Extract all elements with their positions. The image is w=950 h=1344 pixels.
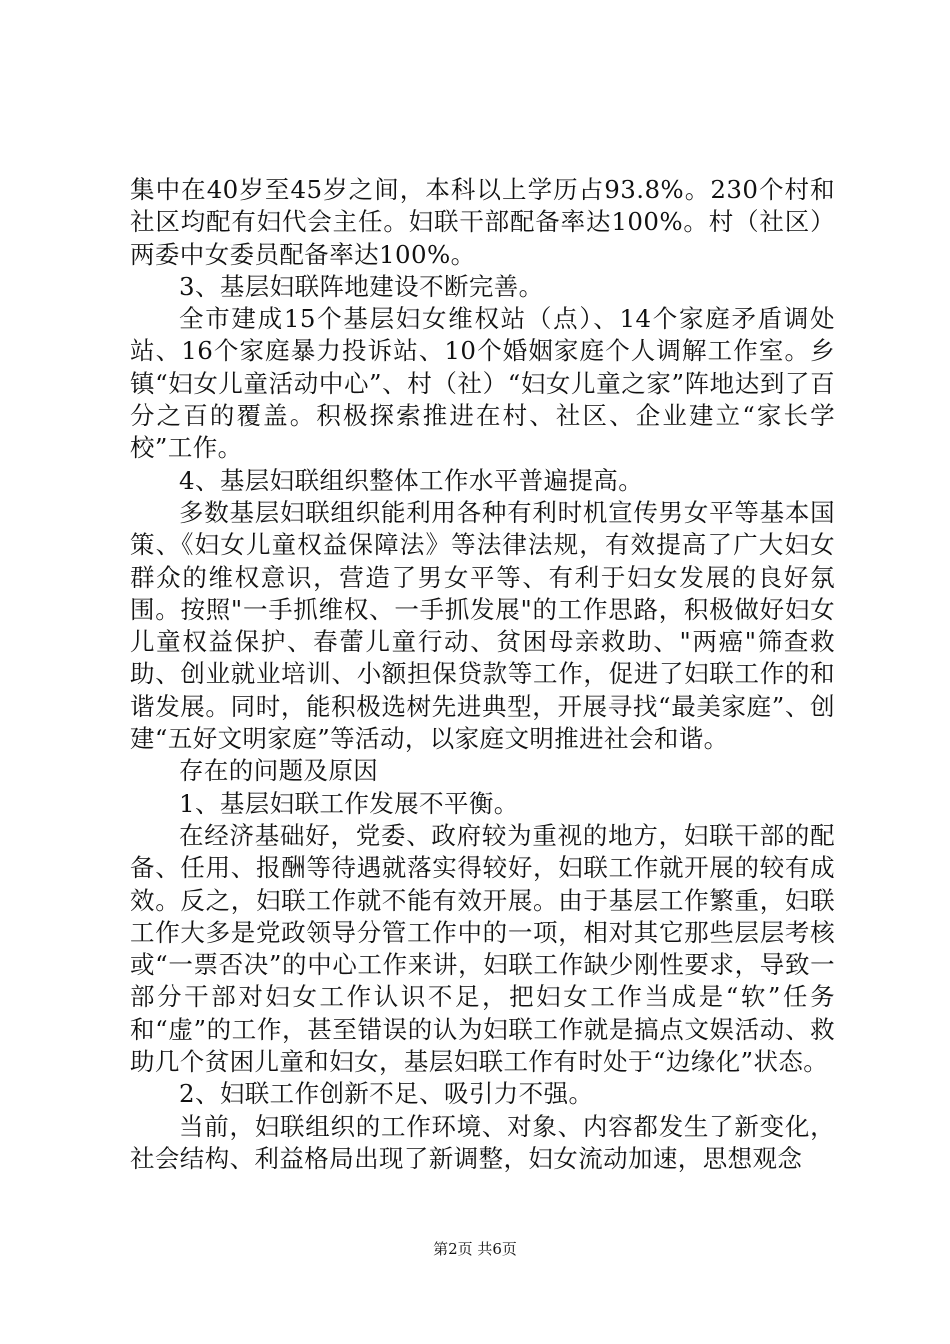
paragraph-innovation: 当前，妇联组织的工作环境、对象、内容都发生了新变化，社会结构、利益格局出现了新调整，妇女流动加速，思想观念 [130, 1111, 835, 1173]
paragraph-continuation: 集中在40岁至45岁之间，本科以上学历占93.8%。230个村和社区均配有妇代会主任。妇联干部配备率达100%。村（社区）两委中女委员配备率达100%。 [130, 175, 835, 269]
paragraph-stations: 全市建成15个基层妇女维权站（点）、14个家庭矛盾调处站、16个家庭暴力投诉站、10个婚姻家庭个人调解工作室。乡镇“妇女儿童活动中心”、村（社）“妇女儿童之家”阵地达到了百分之百的覆盖。积极探索推进在村、社区、企业建立“家长学校”工作。 [130, 304, 835, 463]
section-heading-problems: 存在的问题及原因 [179, 756, 379, 786]
document-body [130, 174, 835, 1175]
section-heading-4: 4、基层妇联组织整体工作水平普遍提高。 [179, 465, 644, 495]
section-heading-3: 3、基层妇联阵地建设不断完善。 [179, 271, 544, 301]
paragraph-imbalance: 在经济基础好，党委、政府较为重视的地方，妇联干部的配备、任用、报酬等待遇就落实得较好，妇联工作就开展的较有成效。反之，妇联工作就不能有效开展。由于基层工作繁重，妇联工作大多是党政领导分管工作中的一项，相对其它那些层层考核或“一票否决”的中心工作来讲，妇联工作缺少刚性要求，导致一部分干部对妇女工作认识不足，把妇女工作当成是“软”任务和“虚”的工作，甚至错误的认为妇联工作就是搞点文娱活动、救助几个贫困儿童和妇女，基层妇联工作有时处于“边缘化”状态。 [130, 820, 835, 1077]
section-heading-2: 2、妇联工作创新不足、吸引力不强。 [179, 1079, 594, 1109]
page-footer: 第2页 共6页 [433, 1240, 517, 1258]
paragraph-work-level: 多数基层妇联组织能利用各种有利时机宣传男女平等基本国策、《妇女儿童权益保障法》等法律法规，有效提高了广大妇女群众的维权意识，营造了男女平等、有利于妇女发展的良好氛围。按照"一手抓维权、一手抓发展"的工作思路，积极做好妇女儿童权益保护、春蕾儿童行动、贫困母亲救助、"两癌"筛查救助、创业就业培训、小额担保贷款等工作，促进了妇联工作的和谐发展。同时，能积极选树先进典型，开展寻找“最美家庭”、创建“五好文明家庭”等活动，以家庭文明推进社会和谐。 [130, 497, 835, 754]
section-heading-1: 1、基层妇联工作发展不平衡。 [179, 788, 519, 818]
